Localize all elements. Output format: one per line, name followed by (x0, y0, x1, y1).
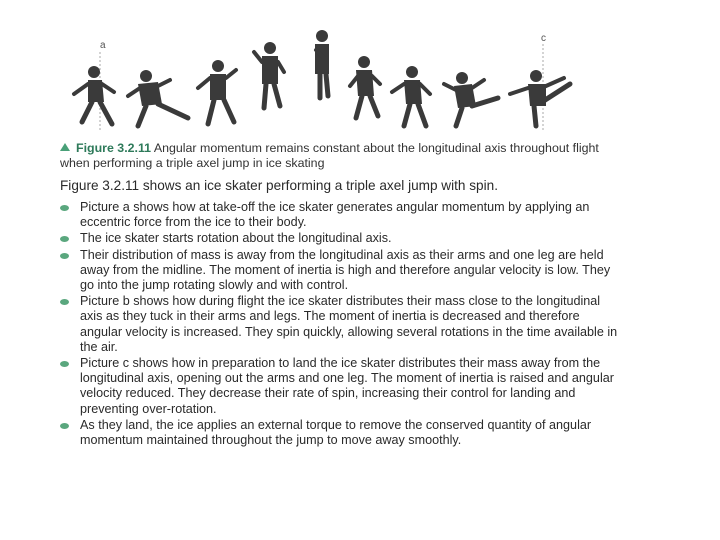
list-item-text: As they land, the ice applies an external torque to remove the conserved quantity of angular momentum maintained throughout the jump to move away smoothly. (80, 417, 592, 448)
skater-pose-5 (315, 30, 329, 98)
bullet-icon (60, 361, 69, 367)
list-item (60, 356, 620, 417)
figure-caption (60, 141, 620, 170)
skater-pose-2 (128, 70, 188, 126)
list-item-text: Their distribution of mass is away from the longitudinal axis as their arms and one leg are held away from the midline. The moment of inertia is high and therefore angular velocity is low. They go into the jump rotating slowly and with control. (80, 247, 611, 293)
bullet-icon (60, 299, 69, 305)
intro-text: Figure 3.2.11 shows an ice skater performing a triple axel jump with spin. (60, 178, 498, 193)
skater-pose-8 (444, 72, 498, 126)
skater-figure (58, 22, 578, 134)
list-item-text: The ice skater starts rotation about the longitudinal axis. (80, 231, 392, 246)
list-item-text: Picture b shows how during flight the ice skater distributes their mass close to the longitudinal axis as they tuck in their arms and legs. The moment of inertia is decreased and therefore angular velocity is increased. They spin quickly, allowing several rotations in the time available in the air. (80, 294, 618, 354)
bullet-list (60, 200, 620, 449)
bullet-icon (60, 253, 69, 259)
bullet-icon (60, 236, 69, 242)
ice-skater-sequence-illustration (58, 22, 578, 134)
caption-marker-icon (60, 143, 70, 151)
list-item-text: Picture c shows how in preparation to land the ice skater distributes their mass away from the longitudinal axis, opening out the arms and one leg. The moment of inertia is raised and angular velocity reduced. They decrease their rate of spin, increasing their control for landing and preventing over-rotation. (80, 356, 614, 416)
skater-pose-3 (198, 60, 236, 124)
list-item (60, 200, 620, 230)
skater-pose-4 (254, 42, 284, 108)
list-item (60, 248, 620, 294)
caption-text: Angular momentum remains constant about the longitudinal axis throughout flight when performing a triple axel jump in ice skating (60, 141, 599, 170)
figure-label-c: c (541, 33, 546, 44)
skater-pose-1 (74, 66, 114, 124)
skater-pose-7 (392, 66, 430, 126)
bullet-icon (60, 205, 69, 211)
list-item-text: Picture a shows how at take-off the ice skater generates angular momentum by applying an eccentric force from the ice to their body. (80, 200, 590, 230)
bullet-icon (60, 423, 69, 429)
skater-pose-6 (350, 56, 380, 118)
caption-figure-ref: Figure 3.2.11 (76, 141, 152, 155)
figure-label-a: a (100, 40, 106, 51)
list-item (60, 294, 620, 355)
list-item (60, 231, 620, 246)
list-item (60, 418, 620, 448)
skater-pose-9 (510, 70, 570, 126)
